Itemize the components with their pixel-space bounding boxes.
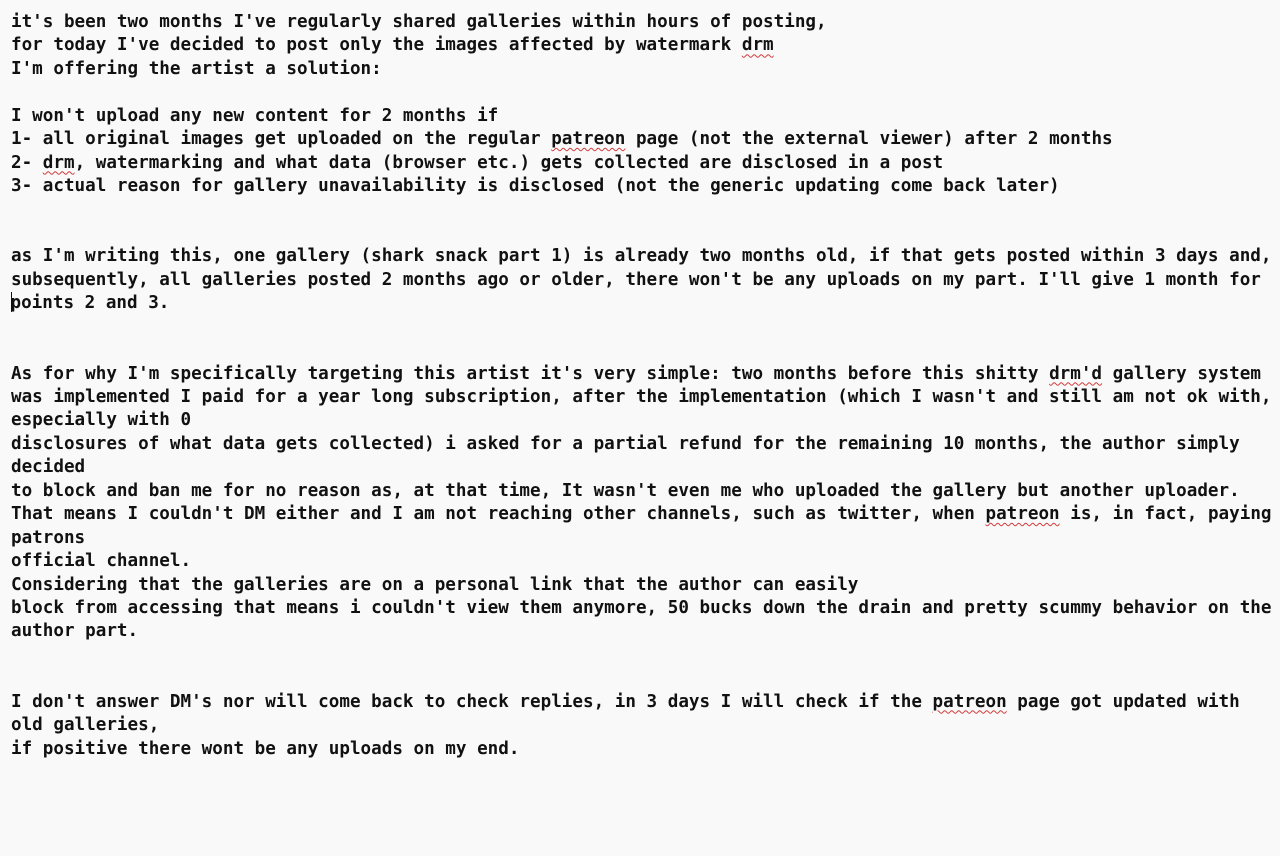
line-text: for today I've decided to post only the images affected by watermark — [11, 35, 742, 56]
line-text: if positive there wont be any uploads on my end. — [11, 738, 520, 759]
misspelled-word: drm — [741, 35, 774, 56]
line-text: I won't upload any new content for 2 months if — [11, 105, 499, 126]
text-line — [11, 456, 1280, 479]
text-line — [11, 363, 1280, 386]
line-text: block from accessing that means i couldn't view them anymore, 50 bucks down the drain and pretty scummy behavior on the — [11, 597, 1272, 618]
text-line — [11, 152, 1280, 175]
text-line — [11, 409, 1280, 432]
text-line — [11, 222, 1280, 245]
text-line — [11, 620, 1280, 643]
line-text: I don't answer DM's nor will come back to check replies, in 3 days I will check if the — [11, 691, 933, 712]
text-line — [11, 597, 1280, 620]
line-text: As for why I'm specifically targeting this artist it's very simple: two months before this shitty — [11, 363, 1050, 384]
line-text: old galleries, — [11, 715, 160, 736]
text-line — [11, 644, 1280, 667]
misspelled-word: drm'd — [1049, 363, 1103, 384]
line-text: to block and ban me for no reason as, at that time, It wasn't even me who uploaded the gallery but another uploader. — [11, 480, 1240, 501]
text-line — [11, 550, 1280, 573]
text-line — [11, 292, 1280, 315]
line-text: decided — [11, 457, 86, 478]
text-line — [11, 128, 1280, 151]
line-text: page (not the external viewer) after 2 months — [625, 129, 1113, 150]
line-text: Considering that the galleries are on a personal link that the author can easily — [11, 574, 859, 595]
text-line — [11, 339, 1280, 362]
line-text: gallery system — [1102, 363, 1261, 384]
text-line — [11, 503, 1280, 526]
line-text: points 2 and 3. — [10, 293, 170, 314]
text-line — [11, 11, 1280, 34]
line-text: 2- — [11, 152, 43, 173]
line-text: page got updated with — [1006, 691, 1240, 712]
text-line — [11, 105, 1280, 128]
line-text: 3- actual reason for gallery unavailability is disclosed (not the generic updating come back later) — [11, 176, 1060, 197]
text-line — [11, 574, 1280, 597]
line-text: , watermarking and what data (browser etc.) gets collected are disclosed in a post — [74, 152, 944, 173]
line-text: official channel. — [11, 551, 192, 572]
line-text: I'm offering the artist a solution: — [11, 58, 382, 79]
text-line — [11, 714, 1280, 737]
line-text: especially with 0 — [11, 410, 192, 431]
misspelled-word: patreon — [932, 691, 1007, 712]
text-line — [11, 433, 1280, 456]
line-text: it's been two months I've regularly shared galleries within hours of posting, — [11, 12, 827, 32]
text-line — [11, 58, 1280, 81]
text-line — [11, 245, 1280, 268]
line-text: 1- all original images get uploaded on the regular — [11, 129, 552, 150]
line-text: patrons — [11, 527, 86, 548]
text-line — [11, 175, 1280, 198]
text-line — [11, 269, 1280, 292]
misspelled-word: patreon — [551, 129, 626, 150]
text-line — [11, 480, 1280, 503]
line-text: author part. — [11, 621, 139, 642]
text-line — [11, 667, 1280, 690]
text-line — [11, 81, 1280, 104]
text-line — [11, 691, 1280, 714]
line-text: subsequently, all galleries posted 2 months ago or older, there won't be any uploads on my part. I'll give 1 month for — [11, 269, 1261, 290]
text-line — [11, 738, 1280, 761]
line-text: disclosures of what data gets collected) i asked for a partial refund for the remaining 10 months, the author simply — [11, 433, 1240, 454]
line-text: That means I couldn't DM either and I am not reaching other channels, such as twitter, when — [11, 504, 986, 525]
line-text: was implemented I paid for a year long subscription, after the implementation (which I wasn't and still am not ok with, — [11, 387, 1272, 407]
line-text: is, in fact, paying — [1059, 504, 1272, 525]
line-text: as I'm writing this, one gallery (shark snack part 1) is already two months old, if that gets posted within 3 days and, — [11, 246, 1272, 267]
text-line — [11, 316, 1280, 339]
misspelled-word: patreon — [985, 504, 1060, 525]
misspelled-word: drm — [42, 152, 75, 173]
text-line — [11, 34, 1280, 57]
text-line — [11, 527, 1280, 550]
text-line — [11, 386, 1280, 409]
text-line — [11, 199, 1280, 222]
